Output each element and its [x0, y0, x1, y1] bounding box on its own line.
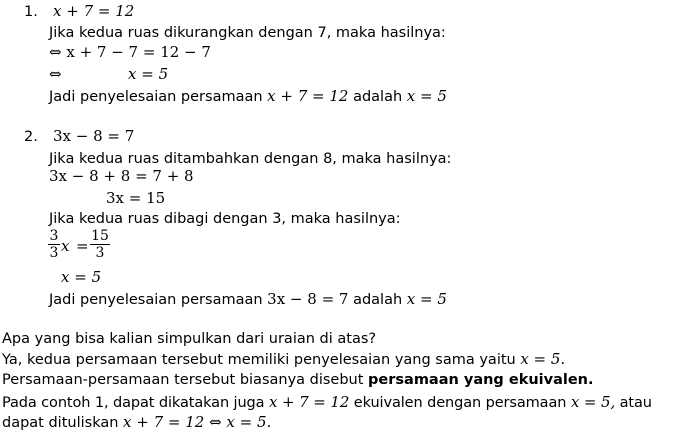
fraction-right-denominator: 3	[95, 245, 105, 261]
summary-example-suffix: atau	[619, 395, 652, 411]
summary-term-bold: persamaan yang ekuivalen.	[368, 372, 594, 388]
summary-term	[2, 371, 594, 389]
item1-number: 1.	[24, 4, 38, 20]
summary-example-mid: ekuivalen dengan persamaan	[353, 395, 567, 411]
summary-question: Apa yang bisa kalian simpulkan dari uraian di atas?	[2, 331, 377, 347]
fraction-left-denominator: 3	[49, 245, 59, 261]
item2-line-a: 3x − 8 + 8 = 7 + 8	[49, 167, 194, 185]
summary-term-prefix: Persamaan-persamaan tersebut biasanya disebut	[2, 372, 364, 388]
summary-last-line	[2, 413, 271, 432]
item2-equation: 3x − 8 = 7	[53, 127, 135, 145]
item1-conclusion-prefix: Jadi penyelesaian persamaan	[49, 89, 263, 105]
summary-example-eq1: x + 7 = 12	[268, 393, 350, 411]
item2-conclusion-result: x = 5	[406, 290, 447, 308]
fraction-left	[48, 228, 60, 261]
summary-example	[2, 393, 652, 412]
summary-example-prefix: Pada contoh 1, dapat dikatakan juga	[2, 395, 265, 411]
summary-last-eq: x + 7 = 12 ⇔ x = 5.	[123, 413, 272, 431]
item1-equiv-arrow: ⇔	[49, 65, 62, 83]
item2-line-result: x = 5	[61, 268, 102, 286]
item1-conclusion	[49, 87, 447, 106]
item2-line-b: 3x = 15	[106, 189, 166, 207]
item2-step1-text: Jika kedua ruas ditambahkan dengan 8, maka hasilnya:	[49, 151, 452, 167]
summary-example-eq2: x = 5,	[570, 393, 616, 411]
fraction-right	[90, 228, 110, 261]
item1-conclusion-mid: adalah	[353, 89, 403, 105]
item2-conclusion-prefix: Jadi penyelesaian persamaan	[49, 292, 263, 308]
fraction-equals: =	[76, 237, 89, 255]
summary-answer-eq: x = 5.	[520, 350, 566, 368]
fraction-variable: x	[61, 237, 70, 255]
item1-line-b: x = 5	[128, 65, 169, 83]
item1-equation: x + 7 = 12	[53, 2, 135, 20]
item1-conclusion-eq: x + 7 = 12	[267, 87, 349, 105]
item1-step-text: Jika kedua ruas dikurangkan dengan 7, maka hasilnya:	[49, 25, 446, 41]
item1-line-a: ⇔ x + 7 − 7 = 12 − 7	[49, 43, 211, 61]
item2-conclusion-eq: 3x − 8 = 7	[267, 290, 349, 308]
item2-conclusion	[49, 290, 447, 309]
item2-number: 2.	[24, 129, 38, 145]
summary-last-prefix: dapat dituliskan	[2, 415, 119, 431]
item2-step2-text: Jika kedua ruas dibagi dengan 3, maka hasilnya:	[49, 211, 401, 227]
summary-answer	[2, 350, 565, 369]
summary-answer-prefix: Ya, kedua persamaan tersebut memiliki penyelesaian yang sama yaitu	[2, 352, 516, 368]
item1-conclusion-result: x = 5	[406, 87, 447, 105]
fraction-right-numerator: 15	[91, 228, 109, 244]
fraction-left-numerator: 3	[49, 228, 59, 244]
item2-conclusion-mid: adalah	[353, 292, 403, 308]
